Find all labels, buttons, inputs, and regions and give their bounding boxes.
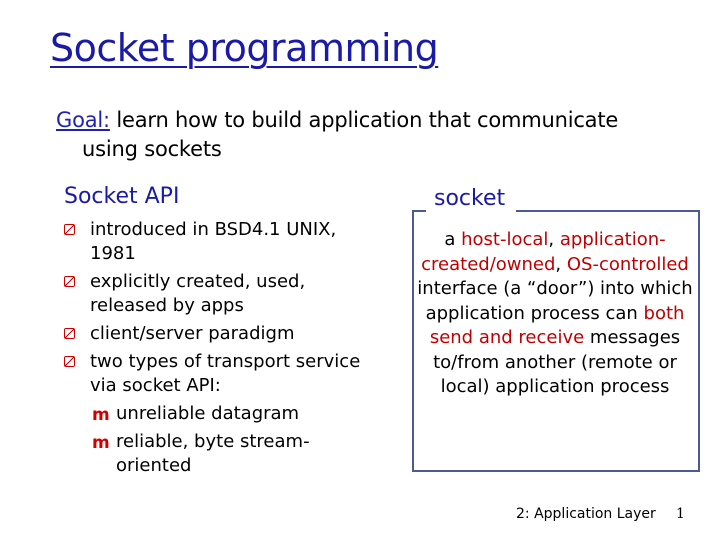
- socket-definition-text: [414, 228, 696, 400]
- list-item: [64, 270, 374, 318]
- def-highlight: host-local: [461, 229, 549, 250]
- list-item-text: client/server paradigm: [90, 323, 295, 344]
- sub-list-item-text: unreliable datagram: [116, 403, 300, 424]
- checkbox-bullet-icon: [64, 224, 75, 235]
- list-item: [64, 322, 374, 346]
- box-border-segment: [412, 210, 426, 212]
- box-border-segment: [516, 210, 700, 212]
- checkbox-bullet-icon: [64, 328, 75, 339]
- def-highlight: both send and receive: [429, 302, 685, 348]
- goal-text-line1: learn how to build application that communicate: [109, 108, 619, 132]
- socket-box-label: socket: [434, 186, 506, 211]
- page-number: 1: [676, 506, 685, 522]
- checkbox-bullet-icon: [64, 276, 75, 287]
- sub-list-item-text: reliable, byte stream-oriented: [116, 431, 310, 476]
- def-part: interface (a “door”) into which application process can: [417, 278, 693, 324]
- list-item-text: two types of transport service via socket API:: [90, 351, 361, 396]
- list-item-text: explicitly created, used, released by apps: [90, 271, 306, 316]
- transport-types-list: [90, 402, 374, 478]
- def-highlight: OS-controlled: [566, 253, 689, 275]
- def-part: ,: [555, 253, 567, 275]
- goal-label: Goal:: [56, 108, 110, 132]
- socket-api-list: [64, 218, 374, 482]
- list-item: [64, 350, 374, 478]
- list-item-text: introduced in BSD4.1 UNIX, 1981: [90, 219, 337, 264]
- def-part: ,: [548, 229, 560, 250]
- def-part: messages to/from another (remote or local) application process: [433, 327, 681, 397]
- m-bullet-icon: m: [92, 405, 110, 425]
- def-highlight: application-created/owned: [421, 229, 666, 275]
- goal-text-line2: using sockets: [82, 137, 222, 161]
- goal-statement: [56, 106, 676, 164]
- checkbox-bullet-icon: [64, 356, 75, 367]
- m-bullet-icon: m: [92, 433, 110, 453]
- def-part: a: [444, 229, 462, 250]
- slide-title: Socket programming: [50, 26, 439, 70]
- chapter-footer: 2: Application Layer: [516, 506, 656, 522]
- sub-list-item: [90, 402, 374, 426]
- socket-api-heading: Socket API: [64, 184, 180, 209]
- sub-list-item: [90, 430, 374, 478]
- list-item: [64, 218, 374, 266]
